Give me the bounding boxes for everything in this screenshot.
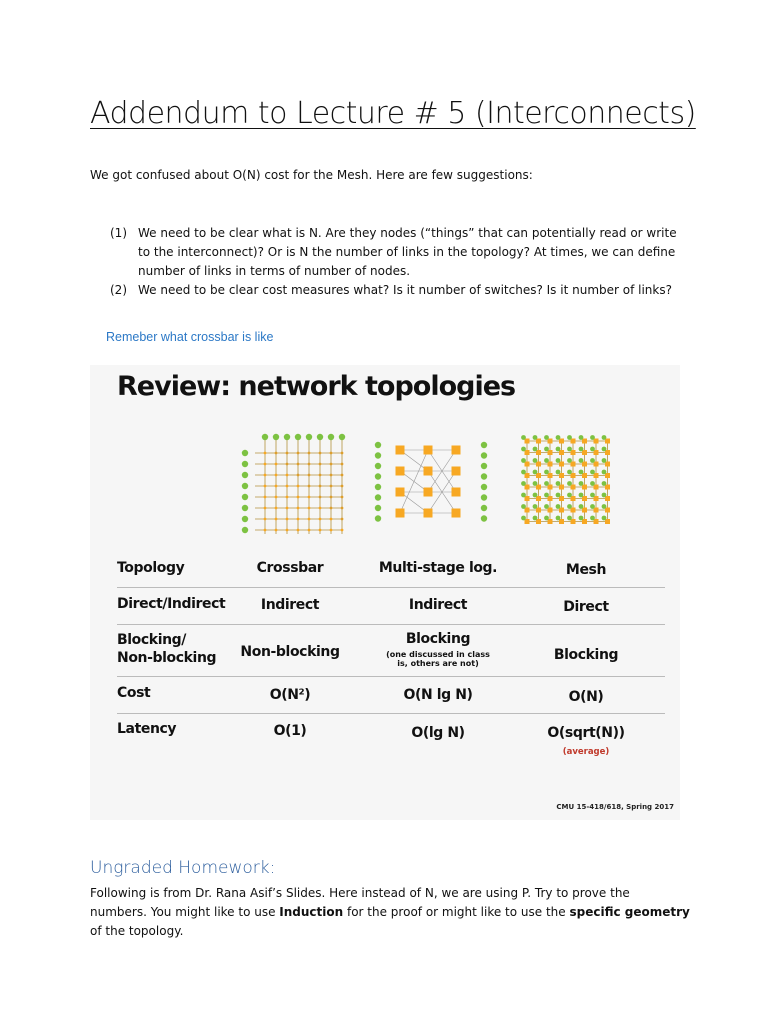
crossbar-switch — [264, 518, 267, 521]
multistage-input-node — [375, 473, 381, 479]
crossbar-output-node — [295, 434, 301, 440]
mesh-node — [556, 458, 561, 463]
row-label-cost: Cost — [117, 685, 151, 701]
mesh-switch — [605, 439, 610, 444]
multistage-switch — [452, 488, 461, 497]
crossbar-input-node — [242, 461, 248, 467]
mesh-switch — [525, 496, 530, 501]
multistage-link — [400, 450, 428, 513]
multistage-switch — [396, 446, 405, 455]
crossbar-input-node — [242, 505, 248, 511]
mesh-switch — [525, 508, 530, 513]
mesh-switch — [559, 485, 564, 490]
cell-mesh-cost: O(N) — [568, 689, 604, 705]
mesh-switch — [525, 462, 530, 467]
list-item — [110, 224, 690, 281]
homework-bold-induction: Induction — [279, 905, 344, 919]
mesh-switch — [525, 473, 530, 478]
mesh-switch — [582, 473, 587, 478]
crossbar-switch — [308, 518, 311, 521]
mesh-node — [567, 447, 572, 452]
crossbar-switch — [286, 507, 289, 510]
divider — [117, 624, 665, 625]
col-mesh: Mesh — [565, 562, 607, 578]
cell-multistage-blocking: Blocking — [405, 631, 471, 647]
divider — [117, 676, 665, 677]
crossbar-switch — [297, 485, 300, 488]
mesh-switch — [536, 519, 541, 524]
crossbar-switch — [297, 507, 300, 510]
mesh-node — [521, 435, 526, 440]
crossbar-input-node — [242, 527, 248, 533]
col-multistage: Multi-stage log. — [378, 560, 498, 576]
mesh-node — [533, 435, 538, 440]
mesh-node — [602, 435, 607, 440]
multistage-output-node — [481, 442, 487, 448]
mesh-node — [602, 481, 607, 486]
mesh-node — [556, 504, 561, 509]
multistage-output-node — [481, 463, 487, 469]
mesh-switch — [559, 439, 564, 444]
row-label-latency: Latency — [117, 721, 177, 737]
homework-text: Following is from Dr. Rana Asif’s Slides. Here instead of N, we are using P. Try to prove the numbers. You might like to use — [90, 886, 630, 919]
mesh-switch — [582, 439, 587, 444]
mesh-switch — [548, 496, 553, 501]
mesh-node — [579, 504, 584, 509]
mesh-switch — [536, 462, 541, 467]
multistage-switch — [452, 467, 461, 476]
mesh-node — [590, 493, 595, 498]
mesh-switch — [594, 496, 599, 501]
mesh-node — [521, 481, 526, 486]
mesh-switch — [548, 462, 553, 467]
mesh-switch — [571, 462, 576, 467]
mesh-node — [590, 516, 595, 521]
mesh-switch — [536, 496, 541, 501]
mesh-node — [567, 516, 572, 521]
crossbar-switch — [319, 529, 322, 532]
crossbar-switch — [264, 485, 267, 488]
multistage-output-node — [481, 452, 487, 458]
mesh-switch — [525, 485, 530, 490]
mesh-node — [533, 493, 538, 498]
intro-paragraph: We got confused about O(N) cost for the Mesh. Here are few suggestions: — [90, 168, 533, 182]
crossbar-switch — [308, 496, 311, 499]
crossbar-input-node — [242, 516, 248, 522]
multistage-switch — [424, 467, 433, 476]
mesh-switch — [548, 473, 553, 478]
note-line: (one discussed in class — [386, 650, 490, 659]
mesh-switch — [548, 439, 553, 444]
mesh-switch — [605, 473, 610, 478]
mesh-switch — [594, 439, 599, 444]
mesh-node — [544, 481, 549, 486]
crossbar-switch — [308, 507, 311, 510]
mesh-node — [590, 458, 595, 463]
slide-title: Review: network topologies — [117, 371, 516, 402]
mesh-switch — [594, 485, 599, 490]
crossbar-input-node — [242, 472, 248, 478]
mesh-diagram — [521, 435, 610, 524]
crossbar-switch — [264, 496, 267, 499]
mesh-switch — [582, 462, 587, 467]
crossbar-output-node — [339, 434, 345, 440]
mesh-switch — [571, 519, 576, 524]
mesh-switch — [605, 462, 610, 467]
mesh-node — [590, 470, 595, 475]
crossbar-switch — [264, 463, 267, 466]
mesh-node — [556, 493, 561, 498]
mesh-switch — [536, 439, 541, 444]
list-text: We need to be clear what is N. Are they nodes (“things” that can potentially read or write to the interconnect)? Or is N the number of links in the topology? At times, we can define number of links in terms of number of nodes. — [138, 226, 677, 278]
mesh-switch — [548, 450, 553, 455]
mesh-node — [521, 458, 526, 463]
mesh-node — [544, 493, 549, 498]
mesh-node — [579, 481, 584, 486]
cell-mesh-latency: O(sqrt(N)) — [547, 725, 625, 741]
mesh-node — [590, 435, 595, 440]
multistage-switch — [396, 488, 405, 497]
mesh-node — [602, 458, 607, 463]
cell-mesh-direct: Direct — [563, 599, 609, 615]
homework-paragraph — [90, 884, 690, 941]
mesh-switch — [594, 450, 599, 455]
row-label-blocking — [117, 631, 216, 667]
note-line: is, others are not) — [397, 659, 479, 668]
mesh-switch — [571, 485, 576, 490]
crossbar-diagram — [242, 434, 345, 534]
mesh-node — [567, 458, 572, 463]
crossbar-switch — [264, 452, 267, 455]
mesh-node — [533, 447, 538, 452]
mesh-switch — [525, 519, 530, 524]
mesh-switch — [605, 485, 610, 490]
mesh-node — [544, 458, 549, 463]
mesh-node — [533, 470, 538, 475]
mesh-node — [590, 504, 595, 509]
cell-multistage-latency: O(lg N) — [411, 725, 465, 741]
crossbar-output-node — [262, 434, 268, 440]
mesh-node — [602, 447, 607, 452]
crossbar-switch — [297, 529, 300, 532]
mesh-switch — [571, 508, 576, 513]
mesh-node — [544, 435, 549, 440]
mesh-node — [590, 481, 595, 486]
mesh-node — [521, 470, 526, 475]
mesh-switch — [525, 450, 530, 455]
mesh-node — [567, 493, 572, 498]
mesh-switch — [605, 519, 610, 524]
mesh-switch — [605, 450, 610, 455]
crossbar-switch — [319, 518, 322, 521]
mesh-switch — [582, 519, 587, 524]
multistage-input-node — [375, 515, 381, 521]
mesh-node — [579, 470, 584, 475]
crossbar-switch — [297, 496, 300, 499]
mesh-switch — [605, 508, 610, 513]
mesh-switch — [594, 508, 599, 513]
crossbar-switch — [286, 474, 289, 477]
mesh-switch — [559, 473, 564, 478]
mesh-node — [544, 447, 549, 452]
crossbar-output-node — [328, 434, 334, 440]
multistage-switch — [424, 488, 433, 497]
topology-slide-image — [90, 365, 680, 820]
cell-crossbar-blocking: Non-blocking — [240, 644, 340, 660]
list-number: (1) — [110, 226, 127, 240]
mesh-node — [533, 458, 538, 463]
mesh-switch — [559, 519, 564, 524]
mesh-node — [590, 447, 595, 452]
multistage-output-node — [481, 473, 487, 479]
mesh-switch — [605, 496, 610, 501]
multistage-input-node — [375, 494, 381, 500]
mesh-node — [579, 435, 584, 440]
crossbar-output-node — [306, 434, 312, 440]
mesh-node — [579, 447, 584, 452]
divider — [117, 587, 665, 588]
mesh-switch — [536, 485, 541, 490]
mesh-switch — [525, 439, 530, 444]
multistage-input-node — [375, 442, 381, 448]
homework-bold-geometry: specific geometry — [569, 905, 690, 919]
cell-multistage-direct: Indirect — [408, 597, 468, 613]
mesh-node — [533, 481, 538, 486]
mesh-switch — [594, 462, 599, 467]
crossbar-switch — [275, 485, 278, 488]
mesh-node — [521, 447, 526, 452]
mesh-switch — [571, 439, 576, 444]
mesh-node — [567, 504, 572, 509]
mesh-node — [556, 516, 561, 521]
mesh-node — [579, 516, 584, 521]
divider — [117, 713, 665, 714]
crossbar-switch — [264, 529, 267, 532]
crossbar-switch — [330, 518, 333, 521]
mesh-switch — [571, 450, 576, 455]
mesh-node — [521, 493, 526, 498]
mesh-switch — [548, 485, 553, 490]
crossbar-switch — [330, 529, 333, 532]
slide-credit: CMU 15-418/618, Spring 2017 — [556, 803, 674, 811]
crossbar-switch — [275, 529, 278, 532]
mesh-node — [544, 516, 549, 521]
multistage-input-node — [375, 452, 381, 458]
mesh-node — [544, 470, 549, 475]
mesh-switch — [582, 450, 587, 455]
mesh-node — [544, 504, 549, 509]
mesh-switch — [582, 485, 587, 490]
mesh-switch — [536, 508, 541, 513]
homework-heading: Ungraded Homework: — [90, 858, 276, 878]
mesh-node — [556, 447, 561, 452]
mesh-node — [579, 458, 584, 463]
mesh-node — [567, 470, 572, 475]
homework-text: for the proof or might like to use the — [343, 905, 570, 919]
crossbar-switch — [286, 529, 289, 532]
mesh-switch — [594, 473, 599, 478]
mesh-switch — [571, 473, 576, 478]
mesh-switch — [536, 450, 541, 455]
mesh-node — [556, 470, 561, 475]
crossbar-switch — [308, 529, 311, 532]
multistage-switch — [452, 509, 461, 518]
mesh-node — [602, 470, 607, 475]
mesh-node — [602, 516, 607, 521]
mesh-node — [567, 435, 572, 440]
crossbar-switch — [286, 485, 289, 488]
cell-crossbar-cost: O(N²) — [269, 687, 311, 703]
mesh-latency-note: (average) — [562, 747, 610, 757]
multistage-blocking-note — [386, 650, 490, 668]
mesh-switch — [548, 519, 553, 524]
crossbar-switch — [275, 496, 278, 499]
crossbar-switch — [275, 518, 278, 521]
mesh-node — [533, 516, 538, 521]
mesh-node — [602, 504, 607, 509]
mesh-node — [556, 435, 561, 440]
crossbar-switch — [297, 518, 300, 521]
row-label-direct: Direct/Indirect — [117, 596, 226, 612]
multistage-switch — [452, 446, 461, 455]
mesh-node — [521, 516, 526, 521]
multistage-switch — [396, 509, 405, 518]
mesh-node — [533, 504, 538, 509]
crossbar-switch — [319, 507, 322, 510]
crossbar-switch — [341, 529, 344, 532]
crossbar-output-node — [284, 434, 290, 440]
crossbar-switch — [275, 474, 278, 477]
mesh-node — [567, 481, 572, 486]
multistage-output-node — [481, 515, 487, 521]
crossbar-switch — [275, 507, 278, 510]
multistage-output-node — [481, 484, 487, 490]
crossbar-input-node — [242, 450, 248, 456]
mesh-node — [556, 481, 561, 486]
mesh-switch — [582, 508, 587, 513]
homework-text: of the topology. — [90, 924, 184, 938]
mesh-switch — [571, 496, 576, 501]
cell-crossbar-latency: O(1) — [273, 723, 307, 739]
list-item — [110, 281, 690, 300]
mesh-switch — [559, 450, 564, 455]
row-label-blocking-2: Non-blocking — [117, 650, 217, 666]
crossbar-switch — [286, 496, 289, 499]
row-label-topology: Topology — [117, 560, 185, 576]
mesh-switch — [594, 519, 599, 524]
crossbar-switch — [264, 507, 267, 510]
multistage-output-node — [481, 505, 487, 511]
multistage-switch — [396, 467, 405, 476]
mesh-switch — [559, 508, 564, 513]
crossbar-link[interactable]: Remeber what crossbar is like — [106, 330, 274, 344]
mesh-switch — [559, 462, 564, 467]
cell-multistage-cost: O(N lg N) — [403, 687, 473, 703]
multistage-diagram — [375, 442, 487, 522]
crossbar-input-node — [242, 494, 248, 500]
mesh-switch — [559, 496, 564, 501]
crossbar-switch — [275, 463, 278, 466]
mesh-switch — [582, 496, 587, 501]
list-number: (2) — [110, 283, 127, 297]
col-crossbar: Crossbar — [256, 560, 324, 576]
row-label-blocking-1: Blocking/ — [117, 632, 186, 648]
multistage-output-node — [481, 494, 487, 500]
suggestion-list — [110, 224, 690, 300]
crossbar-input-node — [242, 483, 248, 489]
crossbar-output-node — [273, 434, 279, 440]
multistage-switch — [424, 446, 433, 455]
multistage-input-node — [375, 484, 381, 490]
multistage-input-node — [375, 505, 381, 511]
crossbar-switch — [286, 518, 289, 521]
crossbar-output-node — [317, 434, 323, 440]
cell-mesh-blocking: Blocking — [553, 647, 619, 663]
mesh-switch — [536, 473, 541, 478]
list-text: We need to be clear cost measures what? Is it number of switches? Is it number of links? — [138, 283, 672, 297]
multistage-input-node — [375, 463, 381, 469]
document-title: Addendum to Lecture # 5 (Interconnects) — [90, 96, 696, 131]
mesh-node — [602, 493, 607, 498]
multistage-switch — [424, 509, 433, 518]
cell-crossbar-direct: Indirect — [260, 597, 320, 613]
mesh-node — [521, 504, 526, 509]
crossbar-switch — [264, 474, 267, 477]
mesh-switch — [548, 508, 553, 513]
mesh-node — [579, 493, 584, 498]
